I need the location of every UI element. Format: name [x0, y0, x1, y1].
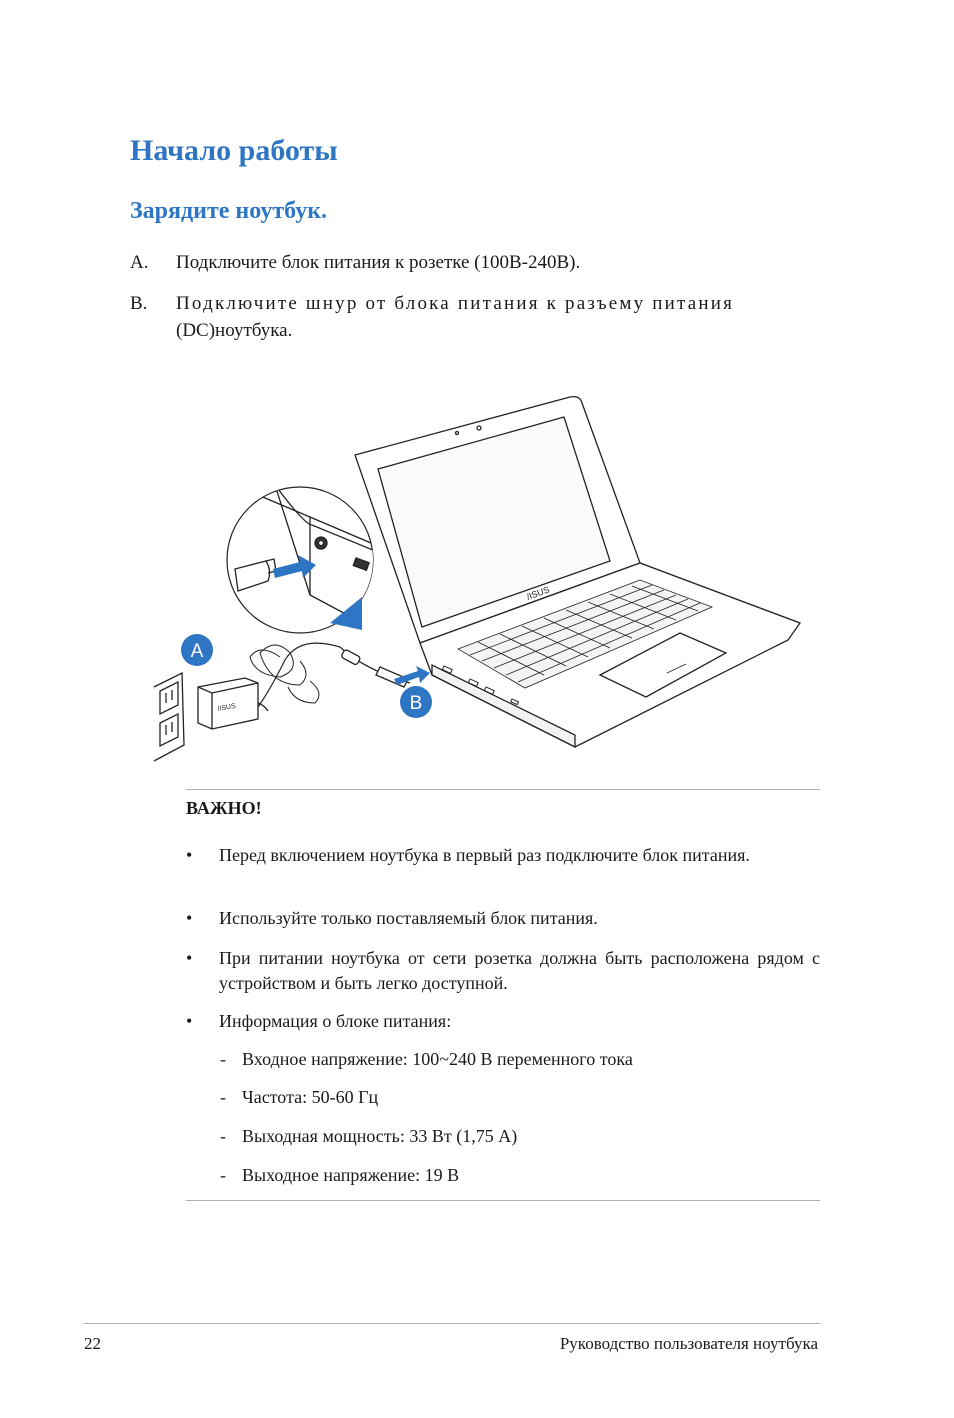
important-heading: ВАЖНО! — [186, 798, 262, 818]
bullet-dot-icon: • — [186, 948, 193, 968]
page-number: 22 — [84, 1334, 101, 1353]
bullet-text: Информация о блоке питания: — [219, 1011, 452, 1031]
callout-b — [400, 686, 432, 718]
step-a-label: A. — [130, 252, 149, 273]
page-title: Начало работы — [130, 134, 338, 167]
adapter-brand: /ISUS — [217, 702, 237, 713]
svg-text:B: B — [409, 693, 423, 714]
footer-doc-title: Руководство пользователя ноутбука — [559, 1334, 818, 1353]
spec-text: Входное напряжение: 100~240 В переменного тока — [242, 1049, 633, 1069]
bullet-1 — [186, 843, 820, 893]
step-a-text: Подключите блок питания к розетке (100В-240В). — [176, 252, 581, 273]
bullet-dot-icon: • — [186, 908, 193, 928]
footer-rule — [84, 1323, 820, 1324]
important-bottom-rule — [186, 1200, 820, 1201]
spec-text: Частота: 50-60 Гц — [242, 1087, 379, 1107]
dash-icon: - — [220, 1087, 226, 1107]
bullet-text: Используйте только поставляемый блок питания. — [219, 908, 598, 928]
wall-outlet — [154, 673, 184, 761]
bullet-3 — [186, 946, 820, 996]
callout-a — [181, 634, 213, 666]
cable-ferrite — [341, 649, 361, 665]
spec-text: Выходное напряжение: 19 В — [242, 1165, 460, 1185]
spec-text: Выходная мощность: 33 Вт (1,75 A) — [242, 1126, 518, 1146]
bullet-4 — [186, 1009, 820, 1034]
step-b-text-line2: (DC)ноутбука. — [176, 320, 293, 341]
svg-text:A: A — [190, 641, 204, 662]
bullet-dot-icon: • — [186, 845, 193, 865]
step-b-text-line1: Подключите шнур от блока питания к разъему питания — [176, 293, 735, 314]
bullet-text: При питании ноутбука от сети розетка должна быть расположена рядом с устройством и быть легко доступной. — [219, 948, 820, 993]
charging-illustration — [140, 385, 820, 765]
step-b-label: B. — [130, 293, 148, 314]
bullet-text: Перед включением ноутбука в первый раз подключите блок питания. — [219, 845, 750, 865]
step-b — [130, 290, 820, 346]
bullet-2 — [186, 906, 820, 931]
lid-brand: /ISUS — [525, 584, 551, 602]
section-heading: Зарядите ноутбук. — [130, 198, 328, 224]
step-a — [130, 249, 820, 276]
dash-icon: - — [220, 1165, 226, 1185]
important-top-rule — [186, 789, 820, 790]
dash-icon: - — [220, 1049, 226, 1069]
dash-icon: - — [220, 1126, 226, 1146]
bullet-dot-icon: • — [186, 1011, 193, 1031]
